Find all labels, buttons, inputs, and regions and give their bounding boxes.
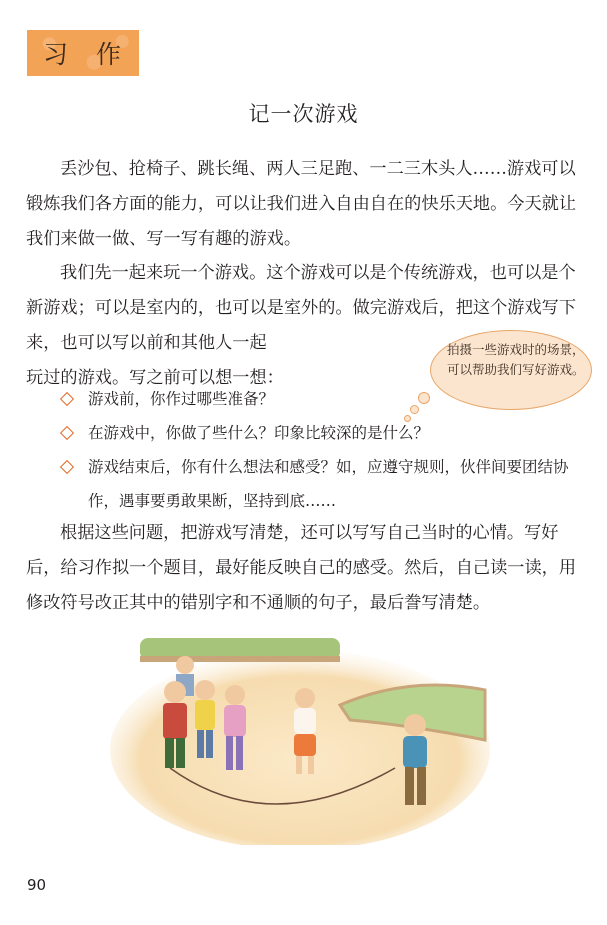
question-item: 游戏前，你作过哪些准备？ <box>60 382 588 416</box>
intro-text: 丢沙包、抢椅子、跳长绳、两人三足跑、一二三木头人……游戏可以锻炼我们各方面的能力，可以让我们进入自由自在的快乐天地。今天就让我们来做一做、写一写有趣的游戏。 <box>26 159 577 249</box>
thought-bubble-dot-medium <box>410 405 419 414</box>
thought-bubble-dot-large <box>418 392 430 404</box>
closing-paragraph <box>26 516 586 621</box>
page-number: 90 <box>27 876 47 894</box>
section-label: 习 作 <box>43 40 131 69</box>
thought-bubble-dot-small <box>404 415 411 422</box>
diamond-bullet-icon <box>60 392 74 406</box>
instruction-text-part1: 我们先一起来玩一个游戏。这个游戏可以是个传统游戏，也可以是个新游戏；可以是室内的，也可以是室外的。做完游戏后，把这个游戏写下来，也可以写以前和其他人一起 <box>26 263 577 353</box>
question-item: 在游戏中，你做了些什么？印象比较深的是什么？ <box>60 416 588 450</box>
intro-paragraph <box>26 152 586 257</box>
question-item: 游戏结束后，你有什么想法和感受？如，应遵守规则，伙伴间要团结协作，遇事要勇敢果断，坚持到底…… <box>60 450 588 518</box>
page-title: 记一次游戏 <box>248 102 359 126</box>
diamond-bullet-icon <box>60 460 74 474</box>
instruction-text-part2: 玩过的游戏。写之前可以想一想： <box>26 368 284 388</box>
section-header <box>27 30 139 76</box>
diamond-bullet-icon <box>60 426 74 440</box>
children-jump-rope-illustration <box>110 630 490 845</box>
closing-text: 根据这些问题，把游戏写清楚，还可以写写自己当时的心情。写好后，给习作拟一个题目，最好能反映自己的感受。然后，自己读一读，用修改符号改正其中的错别字和不通顺的句子，最后誊写清楚。 <box>26 523 577 613</box>
thought-bubble-text: 拍摄一些游戏时的场景，可以帮助我们写好游戏。 <box>447 342 585 377</box>
